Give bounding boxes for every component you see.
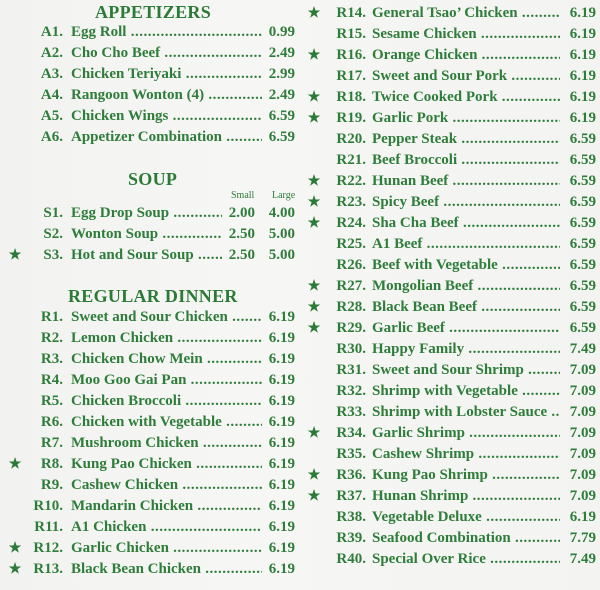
item-code: R18.	[336, 89, 366, 105]
item-name	[372, 339, 560, 360]
item-name	[71, 454, 262, 475]
item-price: 7.79	[569, 530, 596, 546]
item-name	[372, 45, 560, 66]
menu-item	[302, 360, 600, 381]
menu-item	[0, 85, 300, 106]
size-small-label: Small	[231, 190, 255, 201]
item-name	[71, 245, 222, 266]
regular-dinner-title: REGULAR DINNER	[68, 286, 238, 306]
item-name-text: Sweet and Sour Shrimp .....	[372, 362, 560, 378]
menu-item	[0, 106, 300, 127]
menu-item	[302, 528, 600, 549]
item-name	[71, 475, 262, 496]
menu-item	[302, 444, 600, 465]
item-price: 2.99	[268, 66, 295, 82]
item-name	[71, 203, 222, 224]
item-price: 7.09	[569, 383, 596, 399]
item-code: R13.	[33, 561, 63, 577]
menu-item	[0, 538, 300, 559]
price-large: 4.00	[268, 205, 295, 221]
item-name-text: Chicken Chow Mein .....	[71, 351, 262, 367]
menu-item	[0, 559, 300, 580]
price-small: 2.50	[228, 247, 255, 263]
item-name-text: Moo Goo Gai Pan .....	[71, 372, 262, 388]
item-name-text: Mandarin Chicken .....	[71, 498, 262, 514]
menu-item	[302, 234, 600, 255]
item-code: R30.	[336, 341, 366, 357]
item-name	[372, 528, 560, 549]
item-name	[71, 85, 262, 106]
menu-item	[302, 423, 600, 444]
item-code: R9.	[40, 477, 63, 493]
item-price: 6.19	[268, 519, 295, 535]
item-name-text: Shrimp with Lobster Sauce .....	[372, 404, 560, 420]
item-name	[372, 213, 560, 234]
item-name-text: Spicy Beef .....	[372, 194, 560, 210]
item-price: 6.19	[569, 26, 596, 42]
item-price: 7.09	[569, 446, 596, 462]
item-name	[71, 22, 262, 43]
item-price: 6.59	[569, 236, 596, 252]
item-name	[71, 224, 222, 245]
item-price: 6.59	[569, 173, 596, 189]
item-name-text: General Tsao’ Chicken .....	[372, 5, 560, 21]
menu-item	[0, 127, 300, 148]
menu-item	[0, 224, 300, 245]
item-code: R10.	[33, 498, 63, 514]
item-price: 2.49	[268, 45, 295, 61]
item-code: R37.	[336, 488, 366, 504]
item-name-text: Sesame Chicken .....	[372, 26, 560, 42]
item-code: S2.	[43, 226, 63, 242]
item-code: R28.	[336, 299, 366, 315]
item-price: 6.19	[569, 47, 596, 63]
item-name-text: Garlic Pork .....	[372, 110, 560, 126]
menu-item	[302, 318, 600, 339]
item-name-text: Garlic Shrimp .....	[372, 425, 560, 441]
item-name-text: Vegetable Deluxe .....	[372, 509, 560, 525]
star-icon: ★	[307, 489, 321, 504]
item-name-text: Happy Family .....	[372, 341, 560, 357]
item-name	[372, 87, 560, 108]
menu-item	[302, 339, 600, 360]
item-name-text: Cho Cho Beef .....	[71, 45, 262, 61]
appetizers-title: APPETIZERS	[95, 2, 212, 22]
star-icon: ★	[307, 321, 321, 336]
item-name	[372, 549, 560, 570]
price-large: 5.00	[268, 226, 295, 242]
item-code: R17.	[336, 68, 366, 84]
item-price: 6.59	[569, 278, 596, 294]
item-price: 7.49	[569, 551, 596, 567]
item-name	[372, 444, 560, 465]
star-icon: ★	[307, 48, 321, 63]
item-price: 6.19	[569, 509, 596, 525]
item-name-text: Sweet and Sour Pork .....	[372, 68, 560, 84]
menu-item	[302, 297, 600, 318]
item-price: 7.09	[569, 467, 596, 483]
item-price: 7.49	[569, 341, 596, 357]
menu-item	[0, 203, 300, 224]
item-price: 6.19	[569, 5, 596, 21]
menu-item	[302, 381, 600, 402]
menu-item	[0, 22, 300, 43]
item-code: A1.	[40, 24, 63, 40]
item-name-text: Appetizer Combination .....	[71, 129, 262, 145]
item-code: R1.	[40, 309, 63, 325]
item-code: R22.	[336, 173, 366, 189]
item-name	[372, 24, 560, 45]
item-name	[372, 150, 560, 171]
item-name	[71, 517, 262, 538]
item-price: 6.19	[268, 393, 295, 409]
item-name-text: Chicken Broccoli .....	[71, 393, 262, 409]
item-price: 7.09	[569, 362, 596, 378]
menu-item	[302, 255, 600, 276]
item-price: 6.19	[569, 89, 596, 105]
item-price: 6.59	[569, 257, 596, 273]
item-name	[372, 192, 560, 213]
item-name-text: Orange Chicken .....	[372, 47, 560, 63]
star-icon: ★	[307, 195, 321, 210]
item-name	[372, 3, 560, 24]
menu-item	[302, 402, 600, 423]
star-icon: ★	[307, 300, 321, 315]
menu-item	[0, 391, 300, 412]
star-icon: ★	[8, 248, 22, 263]
item-price: 6.59	[569, 215, 596, 231]
item-name	[372, 66, 560, 87]
item-price: 6.59	[569, 299, 596, 315]
item-code: R2.	[40, 330, 63, 346]
item-code: R29.	[336, 320, 366, 336]
menu-item	[0, 496, 300, 517]
menu-item	[302, 549, 600, 570]
item-code: A5.	[40, 108, 63, 124]
item-name-text: Special Over Rice .....	[372, 551, 560, 567]
item-name	[372, 486, 560, 507]
item-name	[71, 64, 262, 85]
item-code: R25.	[336, 236, 366, 252]
item-code: R3.	[40, 351, 63, 367]
item-name	[372, 360, 560, 381]
item-price: 7.09	[569, 425, 596, 441]
menu-item	[302, 150, 600, 171]
item-price: 6.59	[569, 194, 596, 210]
item-code: R36.	[336, 467, 366, 483]
item-code: R34.	[336, 425, 366, 441]
menu-item	[0, 475, 300, 496]
item-name	[372, 465, 560, 486]
item-name	[372, 318, 560, 339]
item-price: 7.09	[569, 404, 596, 420]
item-code: R14.	[336, 5, 366, 21]
menu-item	[302, 192, 600, 213]
item-price: 6.19	[268, 540, 295, 556]
item-name-text: Sha Cha Beef .....	[372, 215, 560, 231]
item-code: R33.	[336, 404, 366, 420]
item-code: R8.	[40, 456, 63, 472]
item-name	[372, 423, 560, 444]
item-name	[372, 255, 560, 276]
item-code: A2.	[40, 45, 63, 61]
item-name-text: A1 Chicken .....	[71, 519, 262, 535]
menu-item	[0, 307, 300, 328]
item-name-text: Beef with Vegetable .....	[372, 257, 560, 273]
item-name-text: Rangoon Wonton (4) .....	[71, 87, 262, 103]
item-name-text: Pepper Steak .....	[372, 131, 560, 147]
item-name-text: A1 Beef .....	[372, 236, 560, 252]
star-icon: ★	[8, 541, 22, 556]
item-name-text: Sweet and Sour Chicken .....	[71, 309, 262, 325]
item-name-text: Garlic Chicken .....	[71, 540, 262, 556]
item-price: 6.19	[268, 351, 295, 367]
item-name-text: Chicken Teriyaki .....	[71, 66, 262, 82]
item-name-text: Chicken Wings .....	[71, 108, 262, 124]
item-code: R16.	[336, 47, 366, 63]
star-icon: ★	[307, 6, 321, 21]
item-code: R31.	[336, 362, 366, 378]
item-name	[372, 108, 560, 129]
item-price: 6.19	[268, 372, 295, 388]
item-name	[71, 307, 262, 328]
item-code: A4.	[40, 87, 63, 103]
menu-item	[302, 486, 600, 507]
item-price: 6.59	[569, 152, 596, 168]
menu-item	[302, 66, 600, 87]
menu-item	[0, 433, 300, 454]
item-name-text: Mongolian Beef .....	[372, 278, 560, 294]
item-code: R38.	[336, 509, 366, 525]
item-name	[71, 391, 262, 412]
item-code: R15.	[336, 26, 366, 42]
menu-item	[0, 412, 300, 433]
item-name	[372, 381, 560, 402]
item-name-text: Black Bean Chicken .....	[71, 561, 262, 577]
item-name-text: Hunan Beef .....	[372, 173, 560, 189]
menu-item	[302, 507, 600, 528]
item-code: R35.	[336, 446, 366, 462]
item-price: 7.09	[569, 488, 596, 504]
item-price: 6.59	[569, 320, 596, 336]
star-icon: ★	[8, 457, 22, 472]
menu-item	[302, 24, 600, 45]
item-name	[71, 127, 262, 148]
item-price: 6.59	[268, 129, 295, 145]
item-name-text: Beef Broccoli .....	[372, 152, 560, 168]
menu-item	[302, 171, 600, 192]
item-price: 6.59	[268, 108, 295, 124]
menu-item	[302, 129, 600, 150]
menu-item	[0, 43, 300, 64]
item-price: 6.19	[268, 456, 295, 472]
item-name	[372, 171, 560, 192]
item-name-text: Cashew Chicken .....	[71, 477, 262, 493]
item-price: 6.19	[268, 435, 295, 451]
item-price: 6.19	[569, 68, 596, 84]
item-price: 6.19	[268, 309, 295, 325]
item-name	[71, 496, 262, 517]
item-name	[372, 297, 560, 318]
price-small: 2.50	[228, 226, 255, 242]
soup-title: SOUP	[128, 169, 178, 189]
item-name-text: Egg Roll .....	[71, 24, 262, 40]
star-icon: ★	[8, 562, 22, 577]
size-large-label: Large	[272, 190, 296, 201]
star-icon: ★	[307, 111, 321, 126]
item-name	[71, 328, 262, 349]
item-code: R26.	[336, 257, 366, 273]
item-name	[71, 349, 262, 370]
menu-item	[302, 276, 600, 297]
item-code: R19.	[336, 110, 366, 126]
item-price: 6.19	[268, 330, 295, 346]
item-name-text: Cashew Shrimp .....	[372, 446, 560, 462]
item-name	[372, 507, 560, 528]
item-name	[71, 106, 262, 127]
item-price: 6.19	[268, 498, 295, 514]
menu-item	[302, 3, 600, 24]
menu-item	[0, 328, 300, 349]
item-name-text: Garlic Beef .....	[372, 320, 560, 336]
menu-item	[0, 245, 300, 266]
item-name-text: Black Bean Beef .....	[372, 299, 560, 315]
price-small: 2.00	[228, 205, 255, 221]
item-price: 6.19	[268, 477, 295, 493]
item-code: S3.	[43, 247, 63, 263]
item-name	[71, 538, 262, 559]
item-name	[71, 433, 262, 454]
item-code: R32.	[336, 383, 366, 399]
item-code: R27.	[336, 278, 366, 294]
item-code: A3.	[40, 66, 63, 82]
item-code: R6.	[40, 414, 63, 430]
item-code: R39.	[336, 530, 366, 546]
item-name	[372, 129, 560, 150]
star-icon: ★	[307, 426, 321, 441]
item-name	[71, 43, 262, 64]
item-price: 2.49	[268, 87, 295, 103]
item-name-text: Lemon Chicken .....	[71, 330, 262, 346]
item-code: R11.	[34, 519, 63, 535]
item-code: R23.	[336, 194, 366, 210]
item-price: 0.99	[268, 24, 295, 40]
item-name	[71, 370, 262, 391]
item-price: 6.19	[268, 561, 295, 577]
item-code: R5.	[40, 393, 63, 409]
star-icon: ★	[307, 90, 321, 105]
item-name-text: Wonton Soup .....	[71, 226, 222, 242]
item-code: S1.	[43, 205, 63, 221]
item-code: R7.	[40, 435, 63, 451]
item-name-text: Mushroom Chicken .....	[71, 435, 262, 451]
menu-item	[0, 64, 300, 85]
menu-item	[302, 45, 600, 66]
item-name	[372, 402, 560, 423]
menu-item	[302, 465, 600, 486]
item-name	[372, 276, 560, 297]
price-large: 5.00	[268, 247, 295, 263]
item-price: 6.59	[569, 131, 596, 147]
item-code: R4.	[40, 372, 63, 388]
item-name-text: Kung Pao Chicken .....	[71, 456, 262, 472]
item-name-text: Hot and Sour Soup .....	[71, 247, 222, 263]
item-code: R20.	[336, 131, 366, 147]
item-name-text: Egg Drop Soup .....	[71, 205, 222, 221]
item-code: A6.	[40, 129, 63, 145]
menu-item	[0, 454, 300, 475]
item-code: R21.	[336, 152, 366, 168]
item-name-text: Seafood Combination .....	[372, 530, 560, 546]
menu-item	[302, 87, 600, 108]
item-name	[71, 559, 262, 580]
item-code: R40.	[336, 551, 366, 567]
item-code: R12.	[33, 540, 63, 556]
menu-item	[0, 349, 300, 370]
menu-item	[0, 517, 300, 538]
item-name-text: Shrimp with Vegetable .....	[372, 383, 560, 399]
menu-item	[302, 213, 600, 234]
item-name-text: Kung Pao Shrimp .....	[372, 467, 560, 483]
item-name	[372, 234, 560, 255]
item-name-text: Chicken with Vegetable .....	[71, 414, 262, 430]
item-name	[71, 412, 262, 433]
item-name-text: Hunan Shrimp .....	[372, 488, 560, 504]
menu-item	[0, 370, 300, 391]
star-icon: ★	[307, 468, 321, 483]
star-icon: ★	[307, 174, 321, 189]
item-price: 6.19	[268, 414, 295, 430]
item-code: R24.	[336, 215, 366, 231]
item-name-text: Twice Cooked Pork .....	[372, 89, 560, 105]
menu-item	[302, 108, 600, 129]
star-icon: ★	[307, 216, 321, 231]
star-icon: ★	[307, 279, 321, 294]
item-price: 6.19	[569, 110, 596, 126]
